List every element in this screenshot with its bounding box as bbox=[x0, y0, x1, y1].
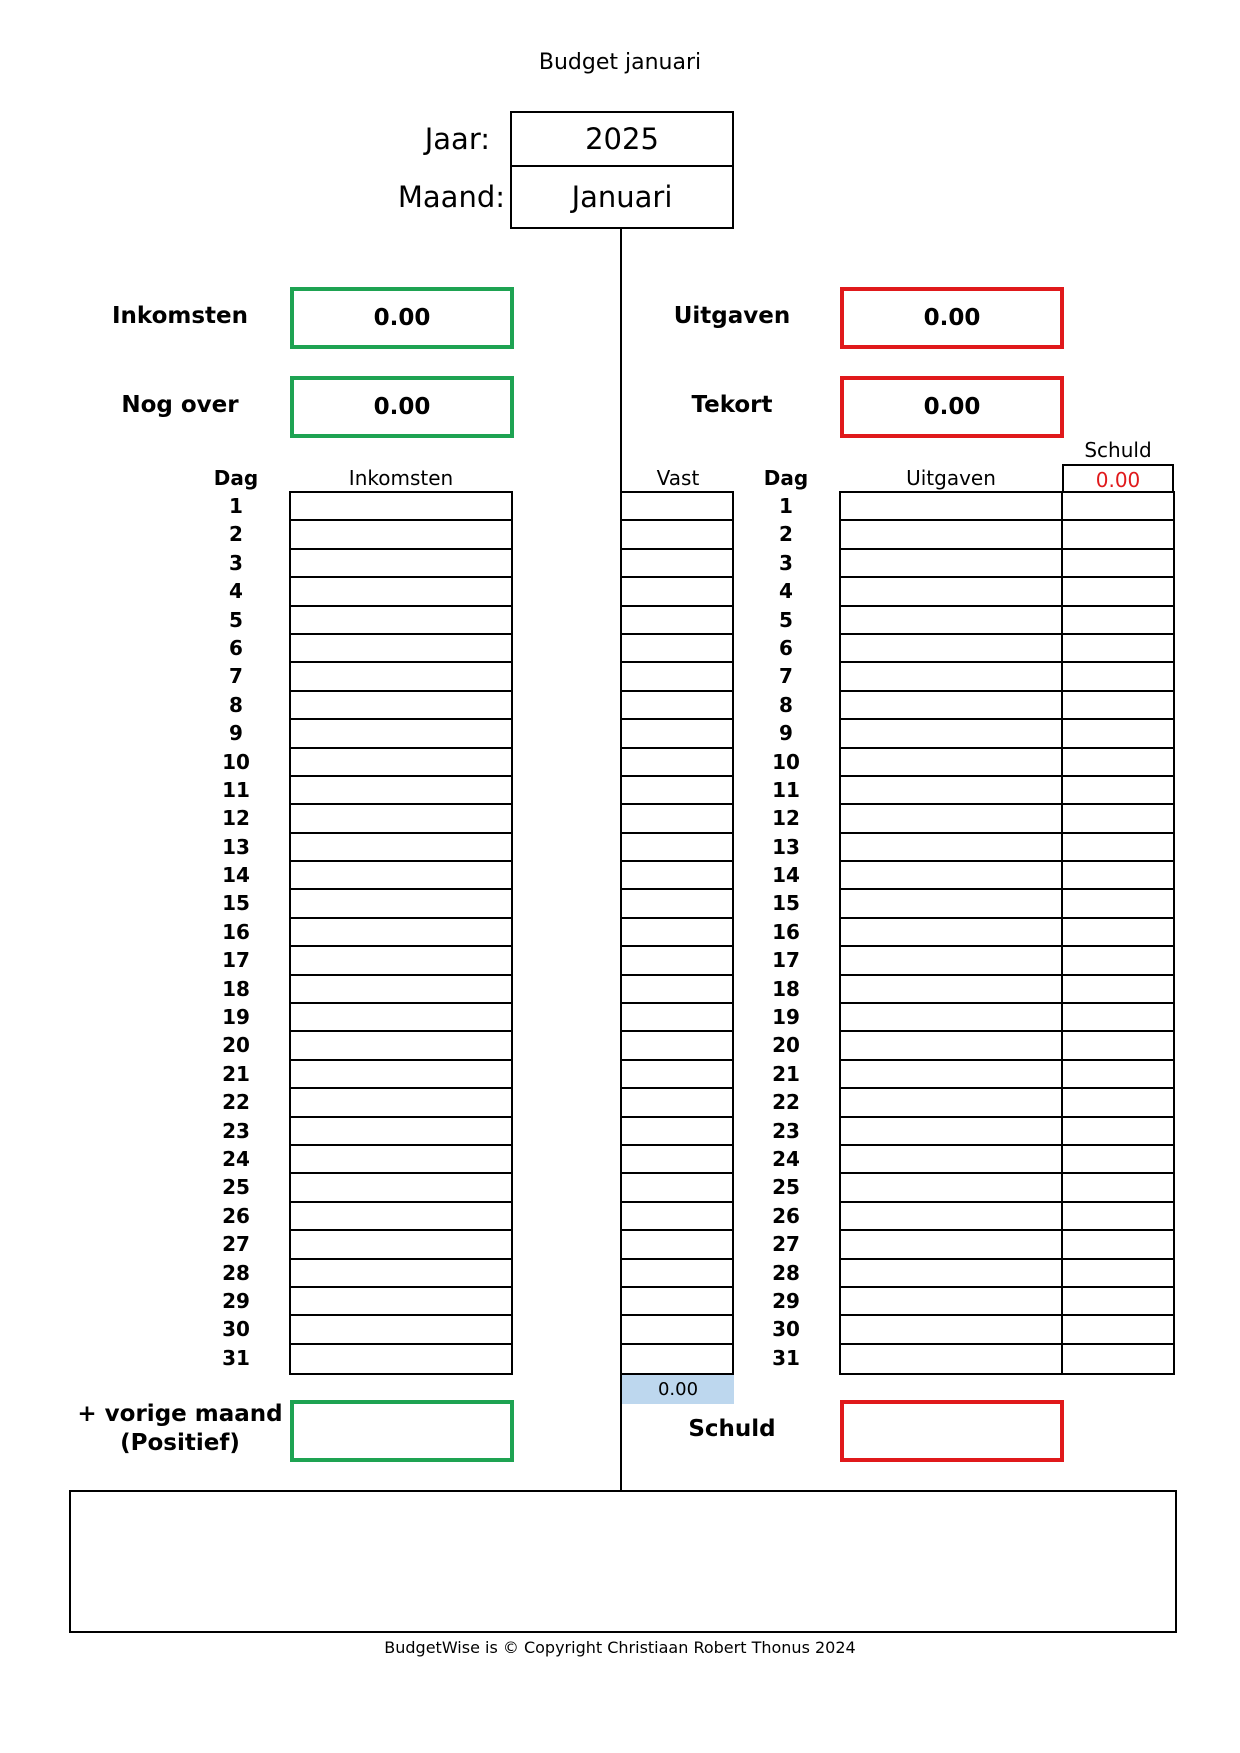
year-label: Jaar: bbox=[424, 122, 490, 156]
fixed-cell[interactable] bbox=[622, 862, 732, 890]
debt-cell[interactable] bbox=[1063, 521, 1173, 549]
expenses-cell[interactable] bbox=[841, 1146, 1061, 1174]
left-day-number: 28 bbox=[222, 1260, 250, 1285]
income-cell[interactable] bbox=[291, 1061, 511, 1089]
expenses-summary-label: Uitgaven bbox=[673, 303, 791, 329]
fixed-cell[interactable] bbox=[622, 1260, 732, 1288]
left-day-number: 12 bbox=[222, 806, 250, 831]
income-cell[interactable] bbox=[291, 1260, 511, 1288]
fixed-cell[interactable] bbox=[622, 635, 732, 663]
left-day-numbers bbox=[206, 492, 266, 1372]
remaining-summary-value: 0.00 bbox=[290, 376, 514, 438]
right-day-number: 31 bbox=[772, 1345, 800, 1370]
expenses-cell[interactable] bbox=[841, 1316, 1061, 1344]
fixed-cell[interactable] bbox=[622, 919, 732, 947]
debt-cell[interactable] bbox=[1063, 862, 1173, 890]
left-day-number: 22 bbox=[222, 1090, 250, 1115]
right-day-number: 30 bbox=[772, 1317, 800, 1342]
income-grid bbox=[289, 491, 513, 1375]
left-day-number: 24 bbox=[222, 1146, 250, 1171]
expenses-cell[interactable] bbox=[841, 976, 1061, 1004]
fixed-cell[interactable] bbox=[622, 1316, 732, 1344]
expenses-cell[interactable] bbox=[841, 834, 1061, 862]
income-summary-value: 0.00 bbox=[290, 287, 514, 349]
income-cell[interactable] bbox=[291, 607, 511, 635]
debt-cell[interactable] bbox=[1063, 947, 1173, 975]
debt-cell[interactable] bbox=[1063, 749, 1173, 777]
right-day-numbers bbox=[756, 492, 816, 1372]
debt-cell[interactable] bbox=[1063, 720, 1173, 748]
income-cell[interactable] bbox=[291, 635, 511, 663]
debt-cell[interactable] bbox=[1063, 1231, 1173, 1259]
income-summary-label: Inkomsten bbox=[111, 303, 249, 329]
page-title: Budget januari bbox=[538, 50, 702, 75]
fixed-cell[interactable] bbox=[622, 1146, 732, 1174]
left-day-header: Dag bbox=[213, 466, 259, 490]
debt-cell[interactable] bbox=[1063, 1146, 1173, 1174]
income-cell[interactable] bbox=[291, 749, 511, 777]
income-cell[interactable] bbox=[291, 834, 511, 862]
notes-area[interactable] bbox=[69, 1490, 1177, 1633]
expenses-summary-value: 0.00 bbox=[840, 287, 1064, 349]
expenses-cell[interactable] bbox=[841, 493, 1061, 521]
left-day-number: 21 bbox=[222, 1061, 250, 1086]
right-day-number: 9 bbox=[779, 721, 793, 746]
fixed-cell[interactable] bbox=[622, 1288, 732, 1316]
income-cell[interactable] bbox=[291, 805, 511, 833]
fixed-cell[interactable] bbox=[622, 890, 732, 918]
left-day-number: 31 bbox=[222, 1345, 250, 1370]
expenses-cell[interactable] bbox=[841, 1345, 1061, 1373]
debt-input[interactable] bbox=[840, 1400, 1064, 1462]
debt-cell[interactable] bbox=[1063, 692, 1173, 720]
income-cell[interactable] bbox=[291, 1146, 511, 1174]
left-day-number: 1 bbox=[229, 494, 243, 518]
debt-cell[interactable] bbox=[1063, 834, 1173, 862]
left-day-number: 8 bbox=[229, 692, 243, 717]
left-day-number: 4 bbox=[229, 579, 243, 604]
fixed-cell[interactable] bbox=[622, 607, 732, 635]
right-day-number: 26 bbox=[772, 1203, 800, 1228]
debt-cell[interactable] bbox=[1063, 976, 1173, 1004]
debt-cell[interactable] bbox=[1063, 1004, 1173, 1032]
deficit-summary-label: Tekort bbox=[691, 392, 773, 418]
month-field[interactable]: Januari bbox=[510, 167, 734, 229]
previous-month-input[interactable] bbox=[290, 1400, 514, 1462]
fixed-total: 0.00 bbox=[622, 1375, 734, 1404]
remaining-summary-label: Nog over bbox=[121, 392, 239, 418]
month-label: Maand: bbox=[397, 180, 505, 214]
right-day-number: 15 bbox=[772, 891, 800, 916]
income-cell[interactable] bbox=[291, 692, 511, 720]
right-day-number: 29 bbox=[772, 1288, 800, 1313]
debt-cell[interactable] bbox=[1063, 635, 1173, 663]
right-day-number: 8 bbox=[779, 692, 793, 717]
right-day-number: 3 bbox=[779, 550, 793, 575]
left-day-number: 30 bbox=[222, 1317, 250, 1342]
right-day-number: 20 bbox=[772, 1033, 800, 1058]
expenses-cell[interactable] bbox=[841, 521, 1061, 549]
expenses-cell[interactable] bbox=[841, 663, 1061, 691]
right-day-number: 28 bbox=[772, 1260, 800, 1285]
expenses-cell[interactable] bbox=[841, 947, 1061, 975]
previous-month-label bbox=[70, 1400, 290, 1458]
debt-cell[interactable] bbox=[1063, 493, 1173, 521]
left-day-number: 13 bbox=[222, 834, 250, 859]
fixed-cell[interactable] bbox=[622, 805, 732, 833]
expenses-cell[interactable] bbox=[841, 720, 1061, 748]
income-cell[interactable] bbox=[291, 976, 511, 1004]
fixed-cell[interactable] bbox=[622, 1231, 732, 1259]
income-cell[interactable] bbox=[291, 947, 511, 975]
income-cell[interactable] bbox=[291, 1118, 511, 1146]
copyright-footer: BudgetWise is © Copyright Christiaan Robert Thonus 2024 bbox=[384, 1638, 856, 1657]
left-day-number: 20 bbox=[222, 1033, 250, 1058]
debt-total: 0.00 bbox=[1062, 464, 1174, 493]
fixed-cell[interactable] bbox=[622, 976, 732, 1004]
debt-cell[interactable] bbox=[1063, 1032, 1173, 1060]
left-day-number: 11 bbox=[222, 777, 250, 802]
debt-cell[interactable] bbox=[1063, 1203, 1173, 1231]
debt-cell[interactable] bbox=[1063, 607, 1173, 635]
income-cell[interactable] bbox=[291, 862, 511, 890]
left-day-number: 10 bbox=[222, 749, 250, 774]
right-day-number: 16 bbox=[772, 919, 800, 944]
expenses-cell[interactable] bbox=[841, 805, 1061, 833]
previous-month-label-line2: (Positief) bbox=[120, 1430, 240, 1456]
deficit-summary-value: 0.00 bbox=[840, 376, 1064, 438]
fixed-cell[interactable] bbox=[622, 720, 732, 748]
income-cell[interactable] bbox=[291, 663, 511, 691]
left-day-number: 26 bbox=[222, 1203, 250, 1228]
income-cell[interactable] bbox=[291, 1316, 511, 1344]
fixed-cell[interactable] bbox=[622, 1345, 732, 1373]
debt-cell[interactable] bbox=[1063, 777, 1173, 805]
fixed-cell[interactable] bbox=[622, 1004, 732, 1032]
fixed-cell[interactable] bbox=[622, 1174, 732, 1202]
left-day-number: 9 bbox=[229, 721, 243, 746]
debt-cell[interactable] bbox=[1063, 663, 1173, 691]
left-day-number: 3 bbox=[229, 550, 243, 575]
right-day-number: 14 bbox=[772, 863, 800, 888]
expenses-cell[interactable] bbox=[841, 607, 1061, 635]
expenses-cell[interactable] bbox=[841, 1288, 1061, 1316]
income-cell[interactable] bbox=[291, 550, 511, 578]
right-day-number: 5 bbox=[779, 607, 793, 632]
right-day-number: 24 bbox=[772, 1146, 800, 1171]
debt-cell[interactable] bbox=[1063, 1061, 1173, 1089]
income-cell[interactable] bbox=[291, 1004, 511, 1032]
right-day-number: 19 bbox=[772, 1005, 800, 1030]
income-cell[interactable] bbox=[291, 493, 511, 521]
left-day-number: 23 bbox=[222, 1118, 250, 1143]
expenses-cell[interactable] bbox=[841, 749, 1061, 777]
fixed-cell[interactable] bbox=[622, 1118, 732, 1146]
expenses-cell[interactable] bbox=[841, 1004, 1061, 1032]
expenses-cell[interactable] bbox=[841, 1061, 1061, 1089]
expenses-cell[interactable] bbox=[841, 1231, 1061, 1259]
right-day-number: 23 bbox=[772, 1118, 800, 1143]
fixed-cell[interactable] bbox=[622, 550, 732, 578]
right-day-number: 7 bbox=[779, 664, 793, 689]
income-cell[interactable] bbox=[291, 1174, 511, 1202]
right-day-number: 1 bbox=[779, 494, 793, 518]
income-cell[interactable] bbox=[291, 777, 511, 805]
left-day-number: 16 bbox=[222, 919, 250, 944]
fixed-cell[interactable] bbox=[622, 1032, 732, 1060]
income-cell[interactable] bbox=[291, 1032, 511, 1060]
fixed-cell[interactable] bbox=[622, 834, 732, 862]
fixed-cell[interactable] bbox=[622, 777, 732, 805]
expenses-cell[interactable] bbox=[841, 862, 1061, 890]
left-day-number: 25 bbox=[222, 1175, 250, 1200]
income-cell[interactable] bbox=[291, 1345, 511, 1373]
expenses-cell[interactable] bbox=[841, 1174, 1061, 1202]
income-cell[interactable] bbox=[291, 890, 511, 918]
right-day-number: 11 bbox=[772, 777, 800, 802]
year-field[interactable]: 2025 bbox=[510, 111, 734, 167]
expenses-cell[interactable] bbox=[841, 777, 1061, 805]
expenses-column-header: Uitgaven bbox=[906, 466, 996, 490]
debt-cell[interactable] bbox=[1063, 550, 1173, 578]
fixed-cell[interactable] bbox=[622, 1203, 732, 1231]
right-day-number: 17 bbox=[772, 948, 800, 973]
left-day-number: 18 bbox=[222, 976, 250, 1001]
expenses-cell[interactable] bbox=[841, 692, 1061, 720]
right-day-number: 25 bbox=[772, 1175, 800, 1200]
income-column-header: Inkomsten bbox=[348, 466, 454, 490]
right-day-number: 27 bbox=[772, 1232, 800, 1257]
income-cell[interactable] bbox=[291, 1231, 511, 1259]
fixed-column-header: Vast bbox=[656, 466, 700, 490]
right-day-number: 6 bbox=[779, 635, 793, 660]
fixed-cell[interactable] bbox=[622, 947, 732, 975]
debt-cell[interactable] bbox=[1063, 1174, 1173, 1202]
debt-cell[interactable] bbox=[1063, 805, 1173, 833]
income-cell[interactable] bbox=[291, 1089, 511, 1117]
income-cell[interactable] bbox=[291, 1288, 511, 1316]
expenses-cell[interactable] bbox=[841, 1203, 1061, 1231]
left-day-number: 5 bbox=[229, 607, 243, 632]
fixed-cell[interactable] bbox=[622, 1089, 732, 1117]
fixed-cell[interactable] bbox=[622, 692, 732, 720]
previous-month-label-line1: + vorige maand bbox=[77, 1401, 283, 1427]
left-day-number: 15 bbox=[222, 891, 250, 916]
debt-cell[interactable] bbox=[1063, 890, 1173, 918]
expenses-cell[interactable] bbox=[841, 919, 1061, 947]
expenses-cell[interactable] bbox=[841, 1089, 1061, 1117]
fixed-grid bbox=[620, 491, 734, 1375]
right-day-number: 21 bbox=[772, 1061, 800, 1086]
left-day-number: 6 bbox=[229, 635, 243, 660]
debt-grid bbox=[1061, 491, 1175, 1375]
expenses-cell[interactable] bbox=[841, 635, 1061, 663]
right-day-header: Dag bbox=[763, 466, 809, 490]
right-day-number: 13 bbox=[772, 834, 800, 859]
left-day-number: 17 bbox=[222, 948, 250, 973]
right-day-number: 22 bbox=[772, 1090, 800, 1115]
income-cell[interactable] bbox=[291, 720, 511, 748]
expenses-cell[interactable] bbox=[841, 1032, 1061, 1060]
left-day-number: 14 bbox=[222, 863, 250, 888]
fixed-cell[interactable] bbox=[622, 578, 732, 606]
right-day-number: 2 bbox=[779, 522, 793, 547]
expenses-cell[interactable] bbox=[841, 578, 1061, 606]
right-day-number: 10 bbox=[772, 749, 800, 774]
expenses-cell[interactable] bbox=[841, 1260, 1061, 1288]
right-day-number: 12 bbox=[772, 806, 800, 831]
debt-cell[interactable] bbox=[1063, 1345, 1173, 1373]
debt-cell[interactable] bbox=[1063, 919, 1173, 947]
left-day-number: 27 bbox=[222, 1232, 250, 1257]
debt-cell[interactable] bbox=[1063, 1118, 1173, 1146]
debt-cell[interactable] bbox=[1063, 1260, 1173, 1288]
fixed-cell[interactable] bbox=[622, 1061, 732, 1089]
debt-cell[interactable] bbox=[1063, 1089, 1173, 1117]
income-cell[interactable] bbox=[291, 919, 511, 947]
fixed-cell[interactable] bbox=[622, 493, 732, 521]
left-day-number: 19 bbox=[222, 1005, 250, 1030]
expenses-cell[interactable] bbox=[841, 550, 1061, 578]
debt-cell[interactable] bbox=[1063, 1288, 1173, 1316]
expenses-grid bbox=[839, 491, 1063, 1375]
debt-cell[interactable] bbox=[1063, 578, 1173, 606]
fixed-cell[interactable] bbox=[622, 663, 732, 691]
right-day-number: 4 bbox=[779, 579, 793, 604]
income-cell[interactable] bbox=[291, 1203, 511, 1231]
left-day-number: 7 bbox=[229, 664, 243, 689]
expenses-cell[interactable] bbox=[841, 1118, 1061, 1146]
debt-cell[interactable] bbox=[1063, 1316, 1173, 1344]
left-day-number: 2 bbox=[229, 522, 243, 547]
expenses-cell[interactable] bbox=[841, 890, 1061, 918]
fixed-cell[interactable] bbox=[622, 521, 732, 549]
income-cell[interactable] bbox=[291, 578, 511, 606]
left-day-number: 29 bbox=[222, 1288, 250, 1313]
right-day-number: 18 bbox=[772, 976, 800, 1001]
income-cell[interactable] bbox=[291, 521, 511, 549]
debt-column-header: Schuld bbox=[1084, 438, 1152, 462]
debt-label: Schuld bbox=[688, 1416, 776, 1442]
fixed-cell[interactable] bbox=[622, 749, 732, 777]
